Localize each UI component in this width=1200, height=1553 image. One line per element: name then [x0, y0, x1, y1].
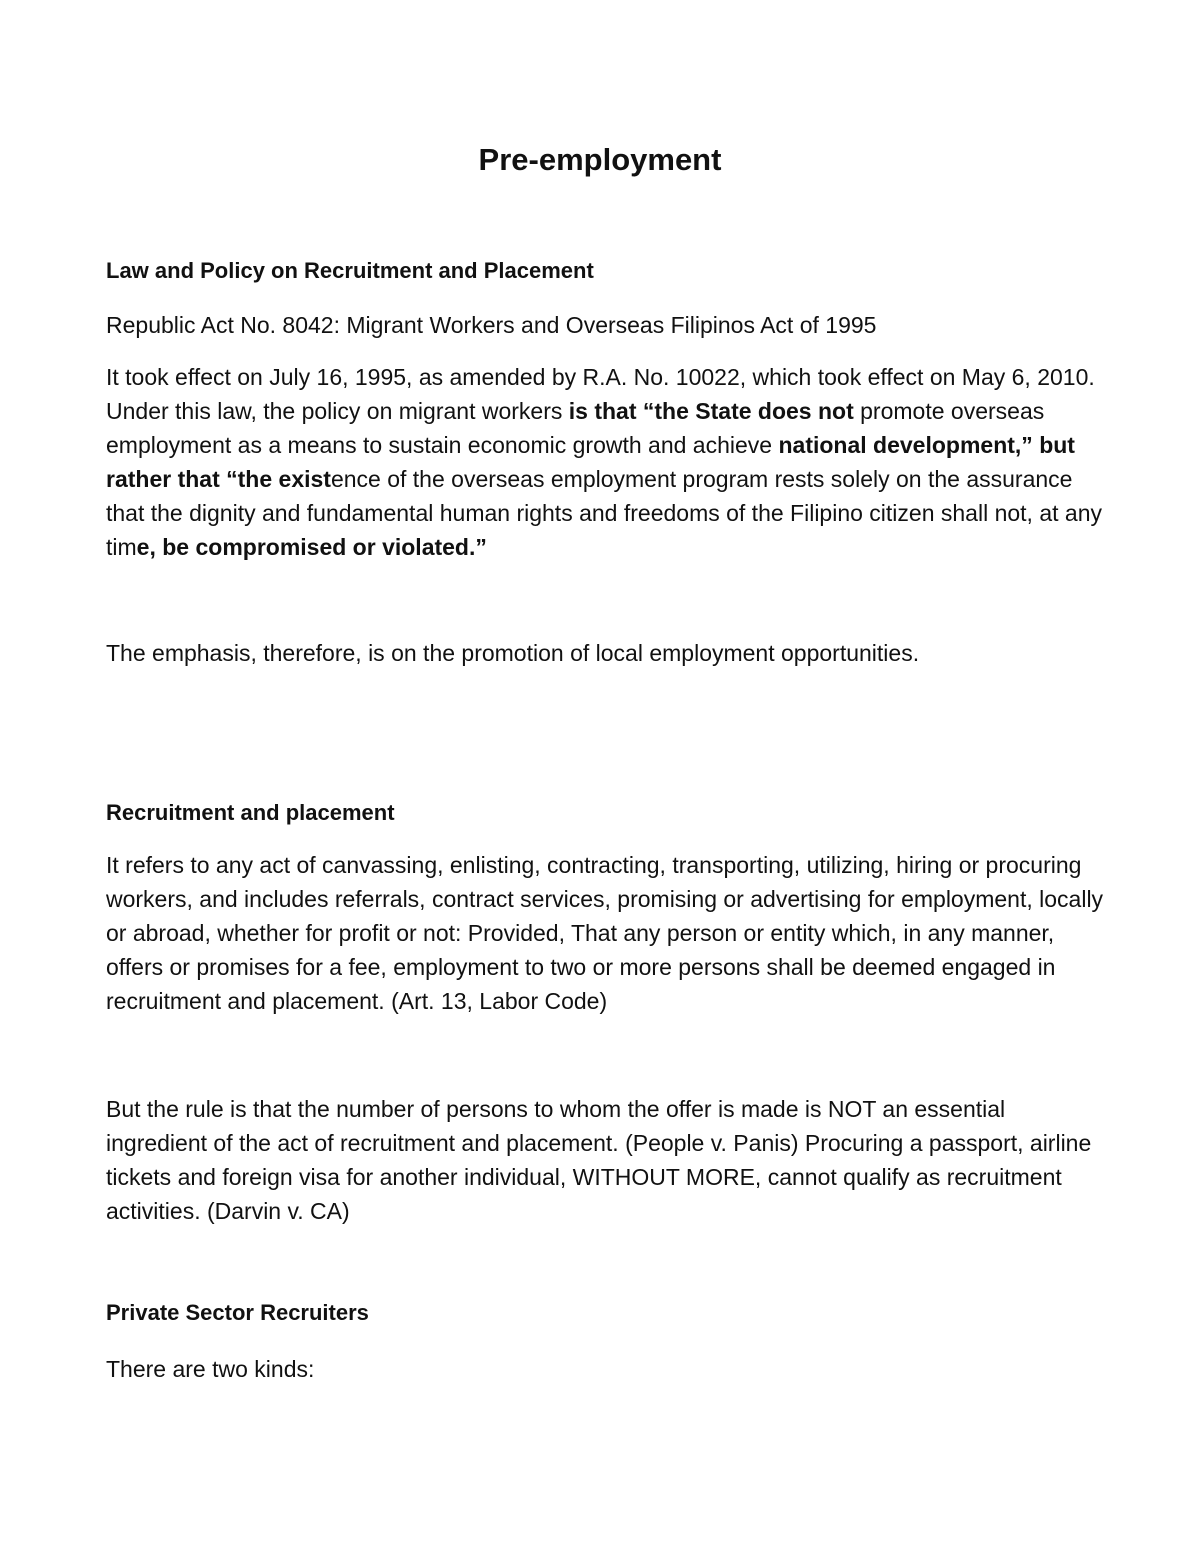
two-kinds-paragraph: There are two kinds:	[106, 1356, 315, 1382]
definition-paragraph: It refers to any act of canvassing, enlisting, contracting, transporting, utilizing, hiring or procuring workers, and includes referrals, contract services, promising or advertising for employment, locally or abroad, whether for profit or not: Provided, That any person or entity which, in any manner, offers or promises for a fee, employment to two or more persons shall be deemed engaged in recruitment and placement. (Art. 13, Labor Code)	[106, 852, 1104, 1014]
policy-text-3: ence of the overseas employment program rests solely on the assurance that the dignity and fundamental human rights and freedoms of the Filipino citizen shall not, at any tim	[106, 466, 1102, 560]
policy-bold-3: e, be compromised or violated.”	[136, 534, 487, 560]
policy-text-2: promote overseas employment as a means to sustain economic growth and achieve	[106, 398, 1045, 458]
policy-text-1: It took effect on July 16, 1995, as amended by R.A. No. 10022, which took effect on May 6, 2010. Under this law, the policy on migrant workers	[106, 364, 1095, 424]
policy-bold-1: is that “the State does not	[568, 398, 854, 424]
act-title-paragraph: Republic Act No. 8042: Migrant Workers and Overseas Filipinos Act of 1995	[106, 312, 877, 338]
section-heading-private-sector-recruiters: Private Sector Recruiters	[106, 1300, 369, 1325]
page-title: Pre-employment	[478, 142, 722, 177]
emphasis-paragraph: The emphasis, therefore, is on the promotion of local employment opportunities.	[106, 640, 920, 666]
section-heading-recruitment-and-placement: Recruitment and placement	[106, 800, 395, 825]
section-heading-law-and-policy: Law and Policy on Recruitment and Placement	[106, 258, 594, 283]
rule-paragraph: But the rule is that the number of persons to whom the offer is made is NOT an essential ingredient of the act of recruitment and placement. (People v. Panis) Procuring a passport, airline tickets and foreign visa for another individual, WITHOUT MORE, cannot qualify as recruitment activities. (Darvin v. CA)	[106, 1096, 1092, 1224]
policy-paragraph	[106, 360, 1106, 564]
policy-bold-2: national development,” but rather that “the exist	[106, 432, 1075, 492]
